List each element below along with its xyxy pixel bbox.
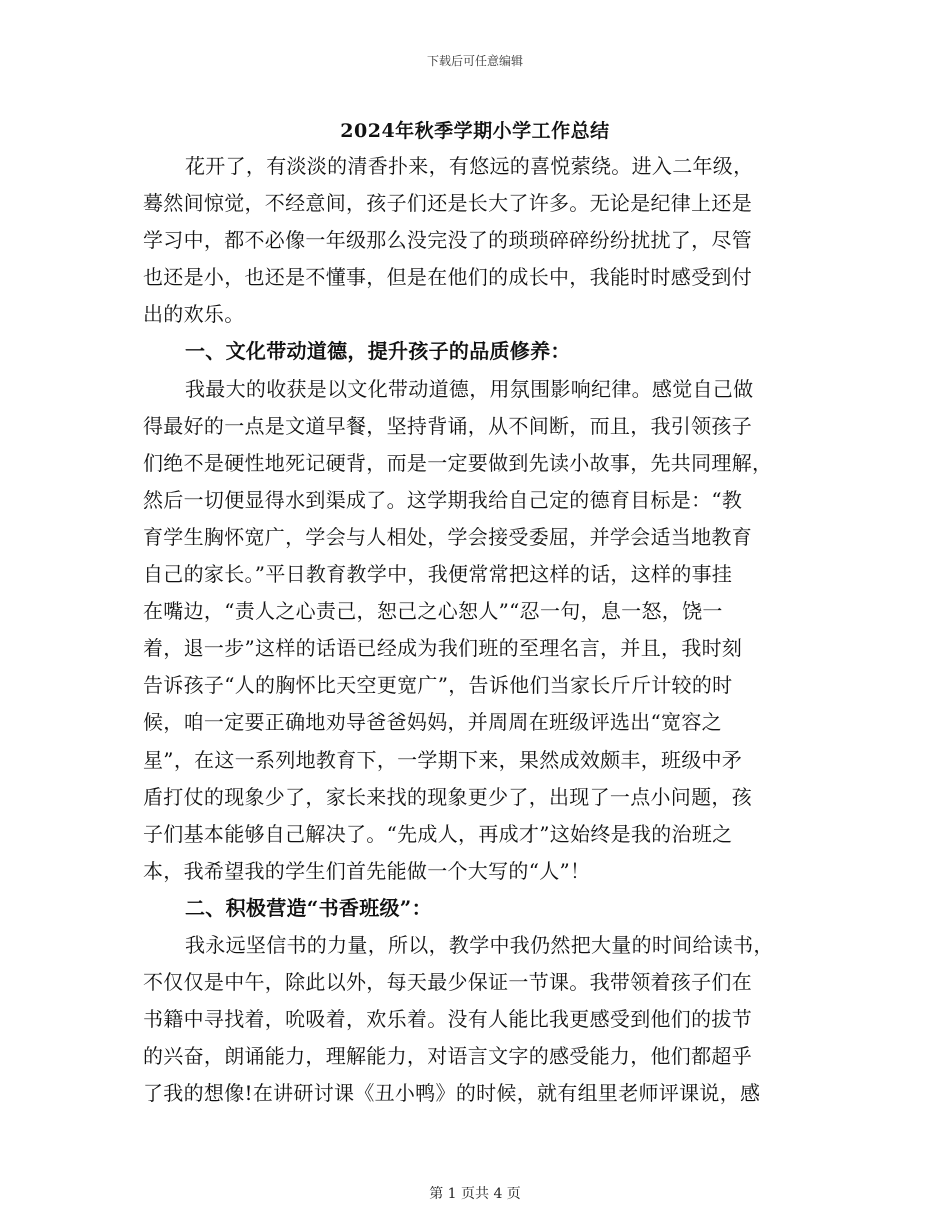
text-line: 蓦然间惊觉，不经意间，孩子们还是长大了许多。无论是纪律上还是 [143,191,752,216]
text-line: 星”，在这一系列地教育下，一学期下来，果然成效颇丰，班级中矛 [143,747,743,772]
text-line: 本，我希望我的学生们首先能做一个大写的“人”！ [143,858,591,883]
text-line: 我最大的收获是以文化带动道德，用氛围影响纪律。感觉自己做 [185,376,754,401]
text-line: 自己的家长。”平日教育教学中，我便常常把这样的话，这样的事挂 [143,562,733,587]
text-line: 花开了，有淡淡的清香扑来，有悠远的喜悦萦绕。进入二年级， [185,154,754,178]
text-line: 得最好的一点是文道早餐，坚持背诵，从不间断，而且，我引领孩子 [143,413,752,438]
text-line: 的兴奋，朗诵能力，理解能力，对语言文字的感受能力，他们都超乎 [143,1044,752,1069]
text-line: 盾打仗的现象少了，家长来找的现象更少了，出现了一点小问题，孩 [143,784,752,809]
text-line: 出的欢乐。 [143,302,245,327]
text-line: 们绝不是硬性地死记硬背，而是一定要做到先读小故事，先共同理解， [143,450,773,475]
text-line: 了我的想像!在讲研讨课《丑小鸭》的时候，就有组里老师评课说，感 [143,1081,761,1106]
text-line: 也还是小，也还是不懂事，但是在他们的成长中，我能时时感受到付 [143,265,752,290]
text-line: 告诉孩子“人的胸怀比天空更宽广”，告诉他们当家长斤斤计较的时 [143,673,733,698]
text-line: 着，退一步”这样的话语已经成为我们班的至理名言，并且，我时刻 [143,636,743,661]
text-line: 候，咱一定要正确地劝导爸爸妈妈，并周周在班级评选出“宽容之 [143,710,722,735]
text-line: 一、文化带动道德，提升孩子的品质修养： [185,339,571,364]
text-line: 我永远坚信书的力量，所以，教学中我仍然把大量的时间给读书， [185,932,774,957]
paragraph [143,927,808,1112]
paragraph [143,371,808,890]
document-title: 2024年秋季学期小学工作总结 [340,120,610,142]
text-line: 二、积极营造“书香班级”： [185,895,432,920]
text-line: 子们基本能够自己解决了。“先成人，再成才”这始终是我的治班之 [143,821,733,846]
document-body [143,148,808,1112]
paragraph [143,148,808,333]
text-line: 在嘴边，“责人之心责己，恕己之心恕人”“忍一句，息一怒，饶一 [143,599,723,624]
section-heading [143,890,808,927]
text-line: 不仅仅是中午，除此以外，每天最少保证一节课。我带领着孩子们在 [143,970,752,995]
page-header-note: 下载后可任意编辑 [426,54,523,68]
text-line: 育学生胸怀宽广，学会与人相处，学会接受委屈，并学会适当地教育 [143,524,752,549]
section-heading [143,333,808,370]
text-line: 然后一切便显得水到渠成了。这学期我给自己定的德育目标是：“教 [143,487,743,512]
text-line: 书籍中寻找着，吮吸着，欢乐着。没有人能比我更感受到他们的拔节 [143,1007,752,1032]
text-line: 学习中，都不必像一年级那么没完没了的琐琐碎碎纷纷扰扰了，尽管 [143,228,752,253]
page-footer: 第 1 页共 4 页 [429,1186,521,1202]
